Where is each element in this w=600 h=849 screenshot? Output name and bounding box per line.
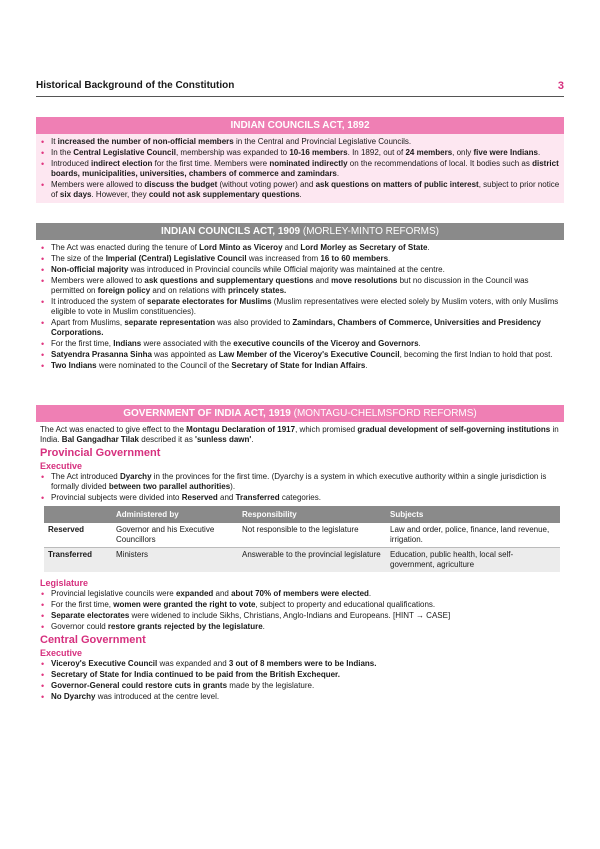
list-item: • In the Central Legislative Council, membership was expanded to 10-16 members. In 1892, out of 24 members, only five were Indians.: [40, 148, 560, 158]
table-header: Subjects: [386, 506, 560, 523]
list-item: • It introduced the system of separate electorates for Muslims (Muslim representatives were elected solely by Muslim voters, with only Muslims eligible to vote in Muslim constituencies).: [40, 297, 560, 317]
list-item: • Non-official majority was introduced in Provincial councils while Official majority was maintained at the centre.: [40, 265, 560, 275]
table-header: [44, 506, 112, 523]
list-item: • Separate electorates were widened to include Sikhs, Christians, Anglo-Indians and Europeans. [HINT → CASE]: [40, 611, 560, 621]
section-ica-1892: [36, 117, 564, 203]
table-cell: Answerable to the provincial legislature: [238, 548, 386, 573]
list-item: • Members were allowed to discuss the budget (without voting power) and ask questions on matters of public interest, subject to prior notice of six days. However, they could not ask supplementary questions.: [40, 180, 560, 200]
bullet-list: [40, 659, 560, 702]
table-header: Administered by: [112, 506, 238, 523]
list-item: • Introduced indirect election for the first time. Members were nominated indirectly on the recommendations of local. It bodies such as district boards, municipalities, universities, chambers of commerce and zamindars.: [40, 159, 560, 179]
table-row: [44, 523, 560, 548]
table-cell: Governor and his Executive Councillors: [112, 523, 238, 548]
running-header: [36, 80, 564, 97]
section-body: [36, 240, 564, 374]
heading-legislature: Legislature: [40, 578, 89, 588]
list-item: • Provincial subjects were divided into Reserved and Transferred categories.: [40, 493, 560, 503]
heading-provincial-government: Provincial Government: [40, 447, 161, 459]
bullet-list: [40, 472, 560, 503]
list-item: • For the first time, Indians were associated with the executive councils of the Viceroy and Governors.: [40, 339, 560, 349]
table-row: [44, 548, 560, 573]
section-title: INDIAN COUNCILS ACT, 1892: [230, 120, 370, 131]
bullet-list: [40, 589, 560, 632]
list-item: • Viceroy's Executive Council was expanded and 3 out of 8 members were to be Indians.: [40, 659, 560, 669]
section-title-bar: [36, 117, 564, 134]
bullet-list: [40, 137, 560, 200]
table-cell: Transferred: [44, 548, 112, 573]
list-item: • It increased the number of non-official members in the Central and Provincial Legislative Councils.: [40, 137, 560, 147]
heading-executive: Executive: [40, 461, 83, 471]
heading-central-executive: Executive: [40, 648, 83, 658]
table-cell: Law and order, police, finance, land revenue, irrigation.: [386, 523, 560, 548]
list-item: • Governor could restore grants rejected by the legislature.: [40, 622, 560, 632]
bullet-list: [40, 243, 560, 371]
list-item: • Governor-General could restore cuts in grants made by the legislature.: [40, 681, 560, 691]
section-goi-1919: [36, 405, 564, 703]
list-item: • Two Indians were nominated to the Council of the Secretary of State for Indian Affairs.: [40, 361, 560, 371]
list-item: • The size of the Imperial (Central) Legislative Council was increased from 16 to 60 members.: [40, 254, 560, 264]
table-cell: Reserved: [44, 523, 112, 548]
page-number: 3: [557, 80, 564, 92]
section-title-bar: [36, 223, 564, 240]
heading-central-government: Central Government: [40, 634, 146, 646]
table-cell: Ministers: [112, 548, 238, 573]
list-item: • Apart from Muslims, separate representation was also provided to Zamindars, Chambers of Commerce, Universities and Presidency Corporations.: [40, 318, 560, 338]
intro-paragraph: The Act was enacted to give effect to the Montagu Declaration of 1917, which promised gradual development of self-governing institutions in India. Bal Gangadhar Tilak described it as 'sunless dawn'.: [40, 425, 559, 444]
section-body: [36, 134, 564, 203]
table-header: Responsibility: [238, 506, 386, 523]
list-item: • The Act was enacted during the tenure of Lord Minto as Viceroy and Lord Morley as Secretary of State.: [40, 243, 560, 253]
list-item: • Secretary of State for India continued to be paid from the British Exchequer.: [40, 670, 560, 680]
section-title: INDIAN COUNCILS ACT, 1909: [160, 226, 301, 237]
table-header-row: [44, 506, 560, 523]
table-cell: Not responsible to the legislature: [238, 523, 386, 548]
list-item: • For the first time, women were granted the right to vote, subject to property and educational qualifications.: [40, 600, 560, 610]
list-item: • No Dyarchy was introduced at the centre level.: [40, 692, 560, 702]
section-ica-1909: [36, 223, 564, 374]
list-item: • The Act introduced Dyarchy in the provinces for the first time. (Dyarchy is a system in which executive authority within a single jurisdiction is formally divided between two parallel authorities).: [40, 472, 560, 492]
header-title: Historical Background of the Constitution: [36, 80, 235, 91]
list-item: • Satyendra Prasanna Sinha was appointed as Law Member of the Viceroy's Executive Council, becoming the first Indian to hold that post.: [40, 350, 560, 360]
section-subtitle: (MORLEY-MINTO REFORMS): [300, 226, 439, 237]
section-subtitle: (MONTAGU-CHELMSFORD REFORMS): [290, 408, 477, 419]
section-title-bar: [36, 405, 564, 422]
dyarchy-table: [44, 506, 560, 572]
section-title: GOVERNMENT OF INDIA ACT, 1919: [123, 408, 291, 419]
list-item: • Members were allowed to ask questions and supplementary questions and move resolutions but no discussion in the Council was permitted on foreign policy and on relations with princely states.: [40, 276, 560, 296]
table-cell: Education, public health, local self-government, agriculture: [386, 548, 560, 573]
list-item: • Provincial legislative councils were expanded and about 70% of members were elected.: [40, 589, 560, 599]
